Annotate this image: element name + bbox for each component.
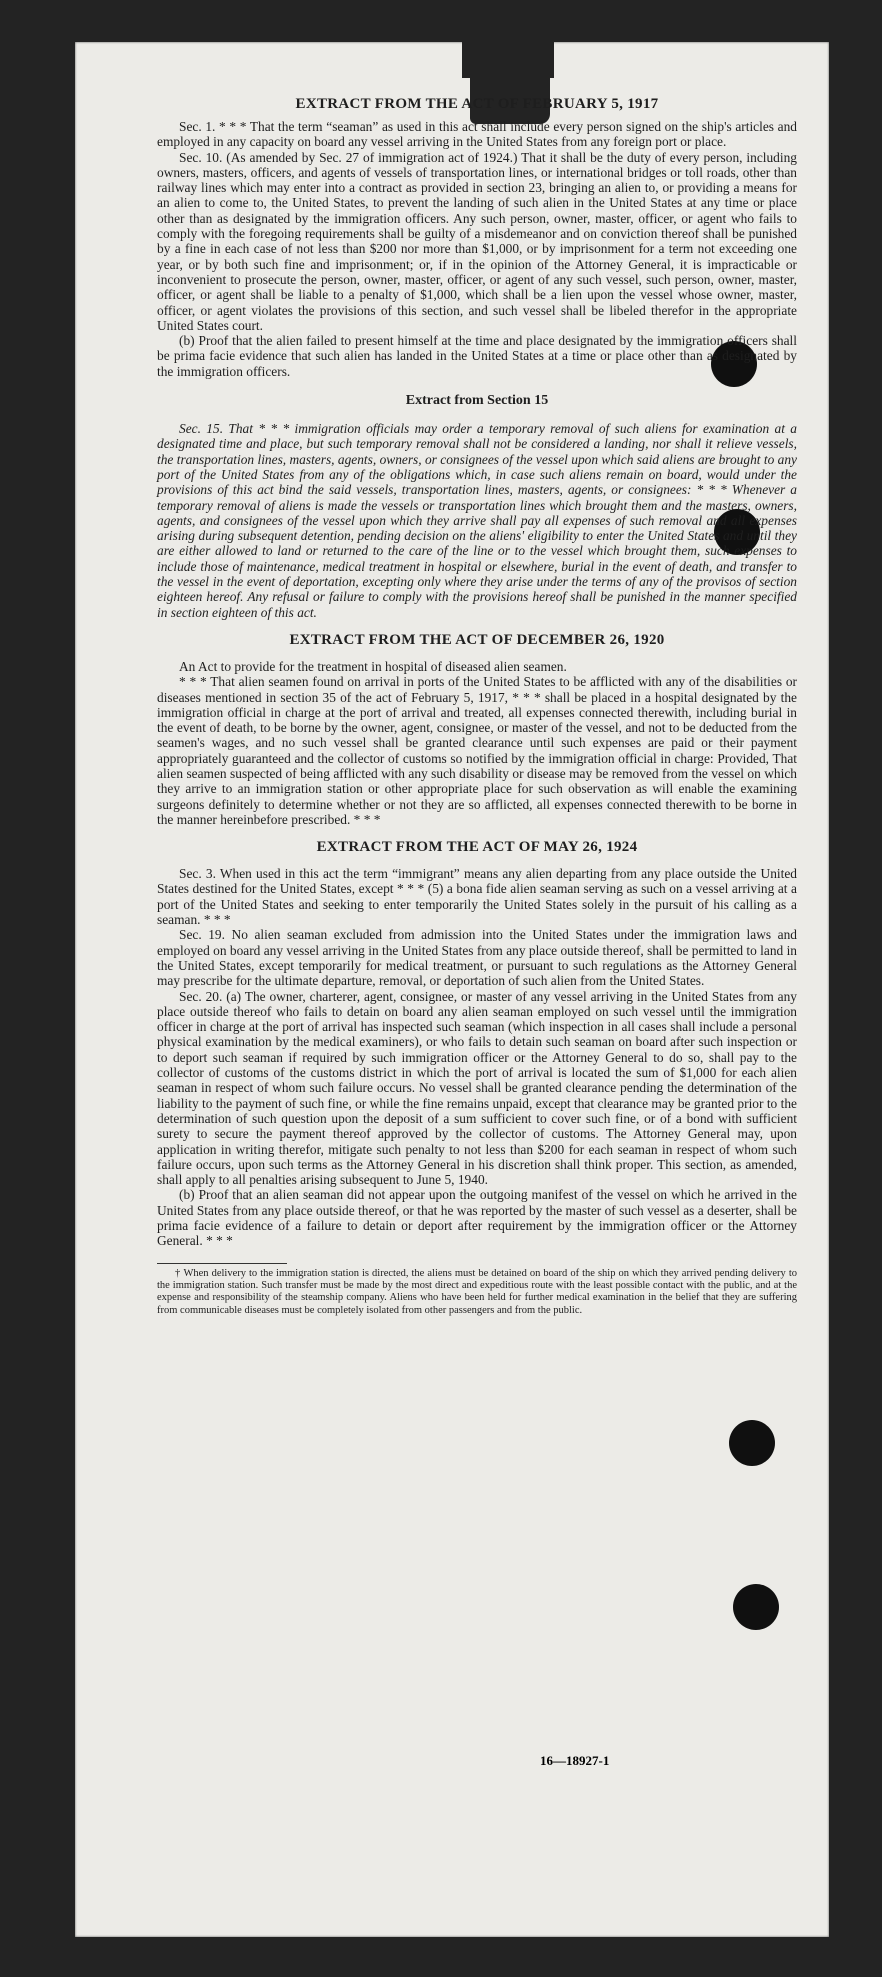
section-10b-paragraph: (b) Proof that the alien failed to present himself at the time and place designated by the immigration officers shall be prima facie evidence that such alien has landed in the United States at a time or place other than as designated by the immigration officers.	[157, 333, 797, 379]
section-15-paragraph: Sec. 15. That * * * immigration officials may order a temporary removal of such aliens for examination at a designated time and place, but such temporary removal shall not be considered a landing, nor shall it relieve vessels, the transportation lines, masters, agents, owners, or consignees of the vessel upon which said aliens are brought to any port of the United States from any of the obligations which, in case such aliens remain on board, would under the provisions of this act bind the said vessels, transportation lines, masters, agents, or consignees: * * * Whenever a temporary removal of aliens is made the vessels or transportation lines which brought them and the masters, owners, agents, and consignees of the vessel upon which they arrive shall pay all expenses of such removal and all expenses arising during subsequent detention, pending decision on the aliens' eligibility to enter the United States and until they are either allowed to land or returned to the care of the line or to the vessel which brought them, such expenses to include those of maintenance, medical treatment in hospital or elsewhere, burial in the event of death, and transfer to the vessel in the event of deportation, excepting only where they arise under the terms of any of the provisos of section eighteen hereof. Any refusal or failure to comply with the provisions hereof shall be punished in the manner specified in section eighteen of this act.	[157, 421, 797, 620]
torn-notch	[462, 40, 554, 78]
section-1-paragraph: Sec. 1. * * * That the term “seaman” as used in this act shall include every person signed on the ship's articles and employed in any capacity on board any vessel arriving in the United States from any foreign port or place.	[157, 119, 797, 150]
section-15-subheading: Extract from Section 15	[405, 393, 549, 409]
act-1920-title: An Act to provide for the treatment in hospital of diseased alien seamen.	[179, 658, 567, 674]
heading-1920: EXTRACT FROM THE ACT OF DECEMBER 26, 1920	[289, 631, 665, 648]
punch-hole	[729, 1420, 775, 1466]
form-code: 16—18927-1	[540, 1753, 610, 1768]
act-1920-paragraph: * * * That alien seamen found on arrival in ports of the United States to be afflicted with any of the disabilities or diseases mentioned in section 35 of the act of February 5, 1917, * * * shall be placed in a hospital designated by the immigration official in charge at the port of arrival and treated, all expenses connected therewith, including burial in the event of death, to be borne by the owner, agent, consignee, or master of the vessel, and not to be deducted from the seamen's wages, and no such vessel shall be granted clearance until such expenses are paid or their payment appropriately guaranteed and the collector of customs so notified by the immigration official in charge: Provided, That alien seamen suspected of being afflicted with any such disability or disease may be removed from the vessel on which they arrive to an immigration station or other appropriate place for such observation as will enable the examining surgeons definitely to determine whether or not they are so afflicted, all expenses connected therewith to be borne in the manner hereinbefore prescribed. * * *	[157, 674, 797, 827]
section-19-paragraph: Sec. 19. No alien seaman excluded from admission into the United States under the immigration laws and employed on board any vessel arriving in the United States from any place outside thereof, shall be permitted to land in the United States, except temporarily for medical treatment, or pursuant to such regulations as the Attorney General may prescribe for the ultimate departure, removal, or deportation of such alien from the United States.	[157, 927, 797, 989]
section-3-paragraph: Sec. 3. When used in this act the term “immigrant” means any alien departing from any place outside the United States destined for the United States, except * * * (5) a bona fide alien seaman serving as such on a vessel arriving at a port of the United States and seeking to enter temporarily the United States solely in the pursuit of his calling as a seaman. * * *	[157, 866, 797, 928]
footnote: † When delivery to the immigration station is directed, the aliens must be detained on board of the ship on which they arrived pending delivery to the immigration station. Such transfer must be made by the most direct and expeditious route with the least possible contact with the public, and at the expense and responsibility of the steamship company. Aliens who have been held for further medical examination in the belief that they are suffering from communicable diseases must be completely isolated from other passengers and from the public.	[157, 1267, 797, 1316]
section-10-paragraph: Sec. 10. (As amended by Sec. 27 of immigration act of 1924.) That it shall be the duty of every person, including owners, masters, officers, and agents of vessels of transportation lines, or international bridges or toll roads, other than railway lines which may enter into a contract as provided in section 23, bringing an alien to, or providing a means for an alien to come to, the United States, to prevent the landing of such alien in the United States at any time or place other than as designated by the immigration officers. Any such person, owner, master, officer, or agent who fails to comply with the foregoing requirements shall be guilty of a misdemeanor and on conviction thereof shall be punished by a fine in each case of not less than $200 nor more than $1,000, or by imprisonment for a term not exceeding one year, or by both such fine and imprisonment; or, if in the opinion of the Attorney General, it is impracticable or inconvenient to prosecute the person, owner, master, officer, or agent of any such vessel, such person, owner, master, officer, or agent shall be liable to a penalty of $1,000, which shall be a lien upon the vessel whose owner, master, officer, or agent violates the provisions of this section, and such vessel shall be libeled therefor in the appropriate United States court.	[157, 149, 797, 333]
footnote-rule	[157, 1263, 287, 1264]
section-20b-paragraph: (b) Proof that an alien seaman did not appear upon the outgoing manifest of the vessel on which he arrived in the United States from any place outside thereof, or that he was reported by the master of such vessel as a deserter, shall be prima facie evidence of a failure to detain or deport after requirement by the immigration officer or the Attorney General. * * *	[157, 1187, 797, 1249]
heading-1917: EXTRACT FROM THE ACT OF FEBRUARY 5, 1917	[295, 96, 659, 112]
punch-hole	[733, 1584, 779, 1630]
heading-1924: EXTRACT FROM THE ACT OF MAY 26, 1924	[316, 839, 638, 856]
section-20a-paragraph: Sec. 20. (a) The owner, charterer, agent, consignee, or master of any vessel arriving in the United States from any place outside thereof who fails to detain on board any alien seaman employed on such vessel until the immigration officer in charge at the port of arrival has inspected such seaman (which inspection in all cases shall include a personal physical examination by the medical examiners), or who fails to detain such seaman on board after such inspection or to deport such seaman if required by such immigration officer or the Attorney General to do so, shall pay to the collector of customs of the customs district in which the port of arrival is located the sum of $1,000 for each alien seaman in respect of whom such failure occurs. No vessel shall be granted clearance pending the determination of the liability to the payment of such fine, or while the fine remains unpaid, except that clearance may be granted prior to the determination of such question upon the deposit of a sum sufficient to cover such fine, or of a bond with sufficient surety to secure the payment thereof approved by the collector of customs. The Attorney General may, upon application in writing therefor, mitigate such penalty to not less than $200 for each seaman in respect of whom such failure occurs, upon such terms as the Attorney General in his discretion shall think proper. This section, as amended, shall apply to all penalties arising subsequent to June 5, 1940.	[157, 988, 797, 1188]
